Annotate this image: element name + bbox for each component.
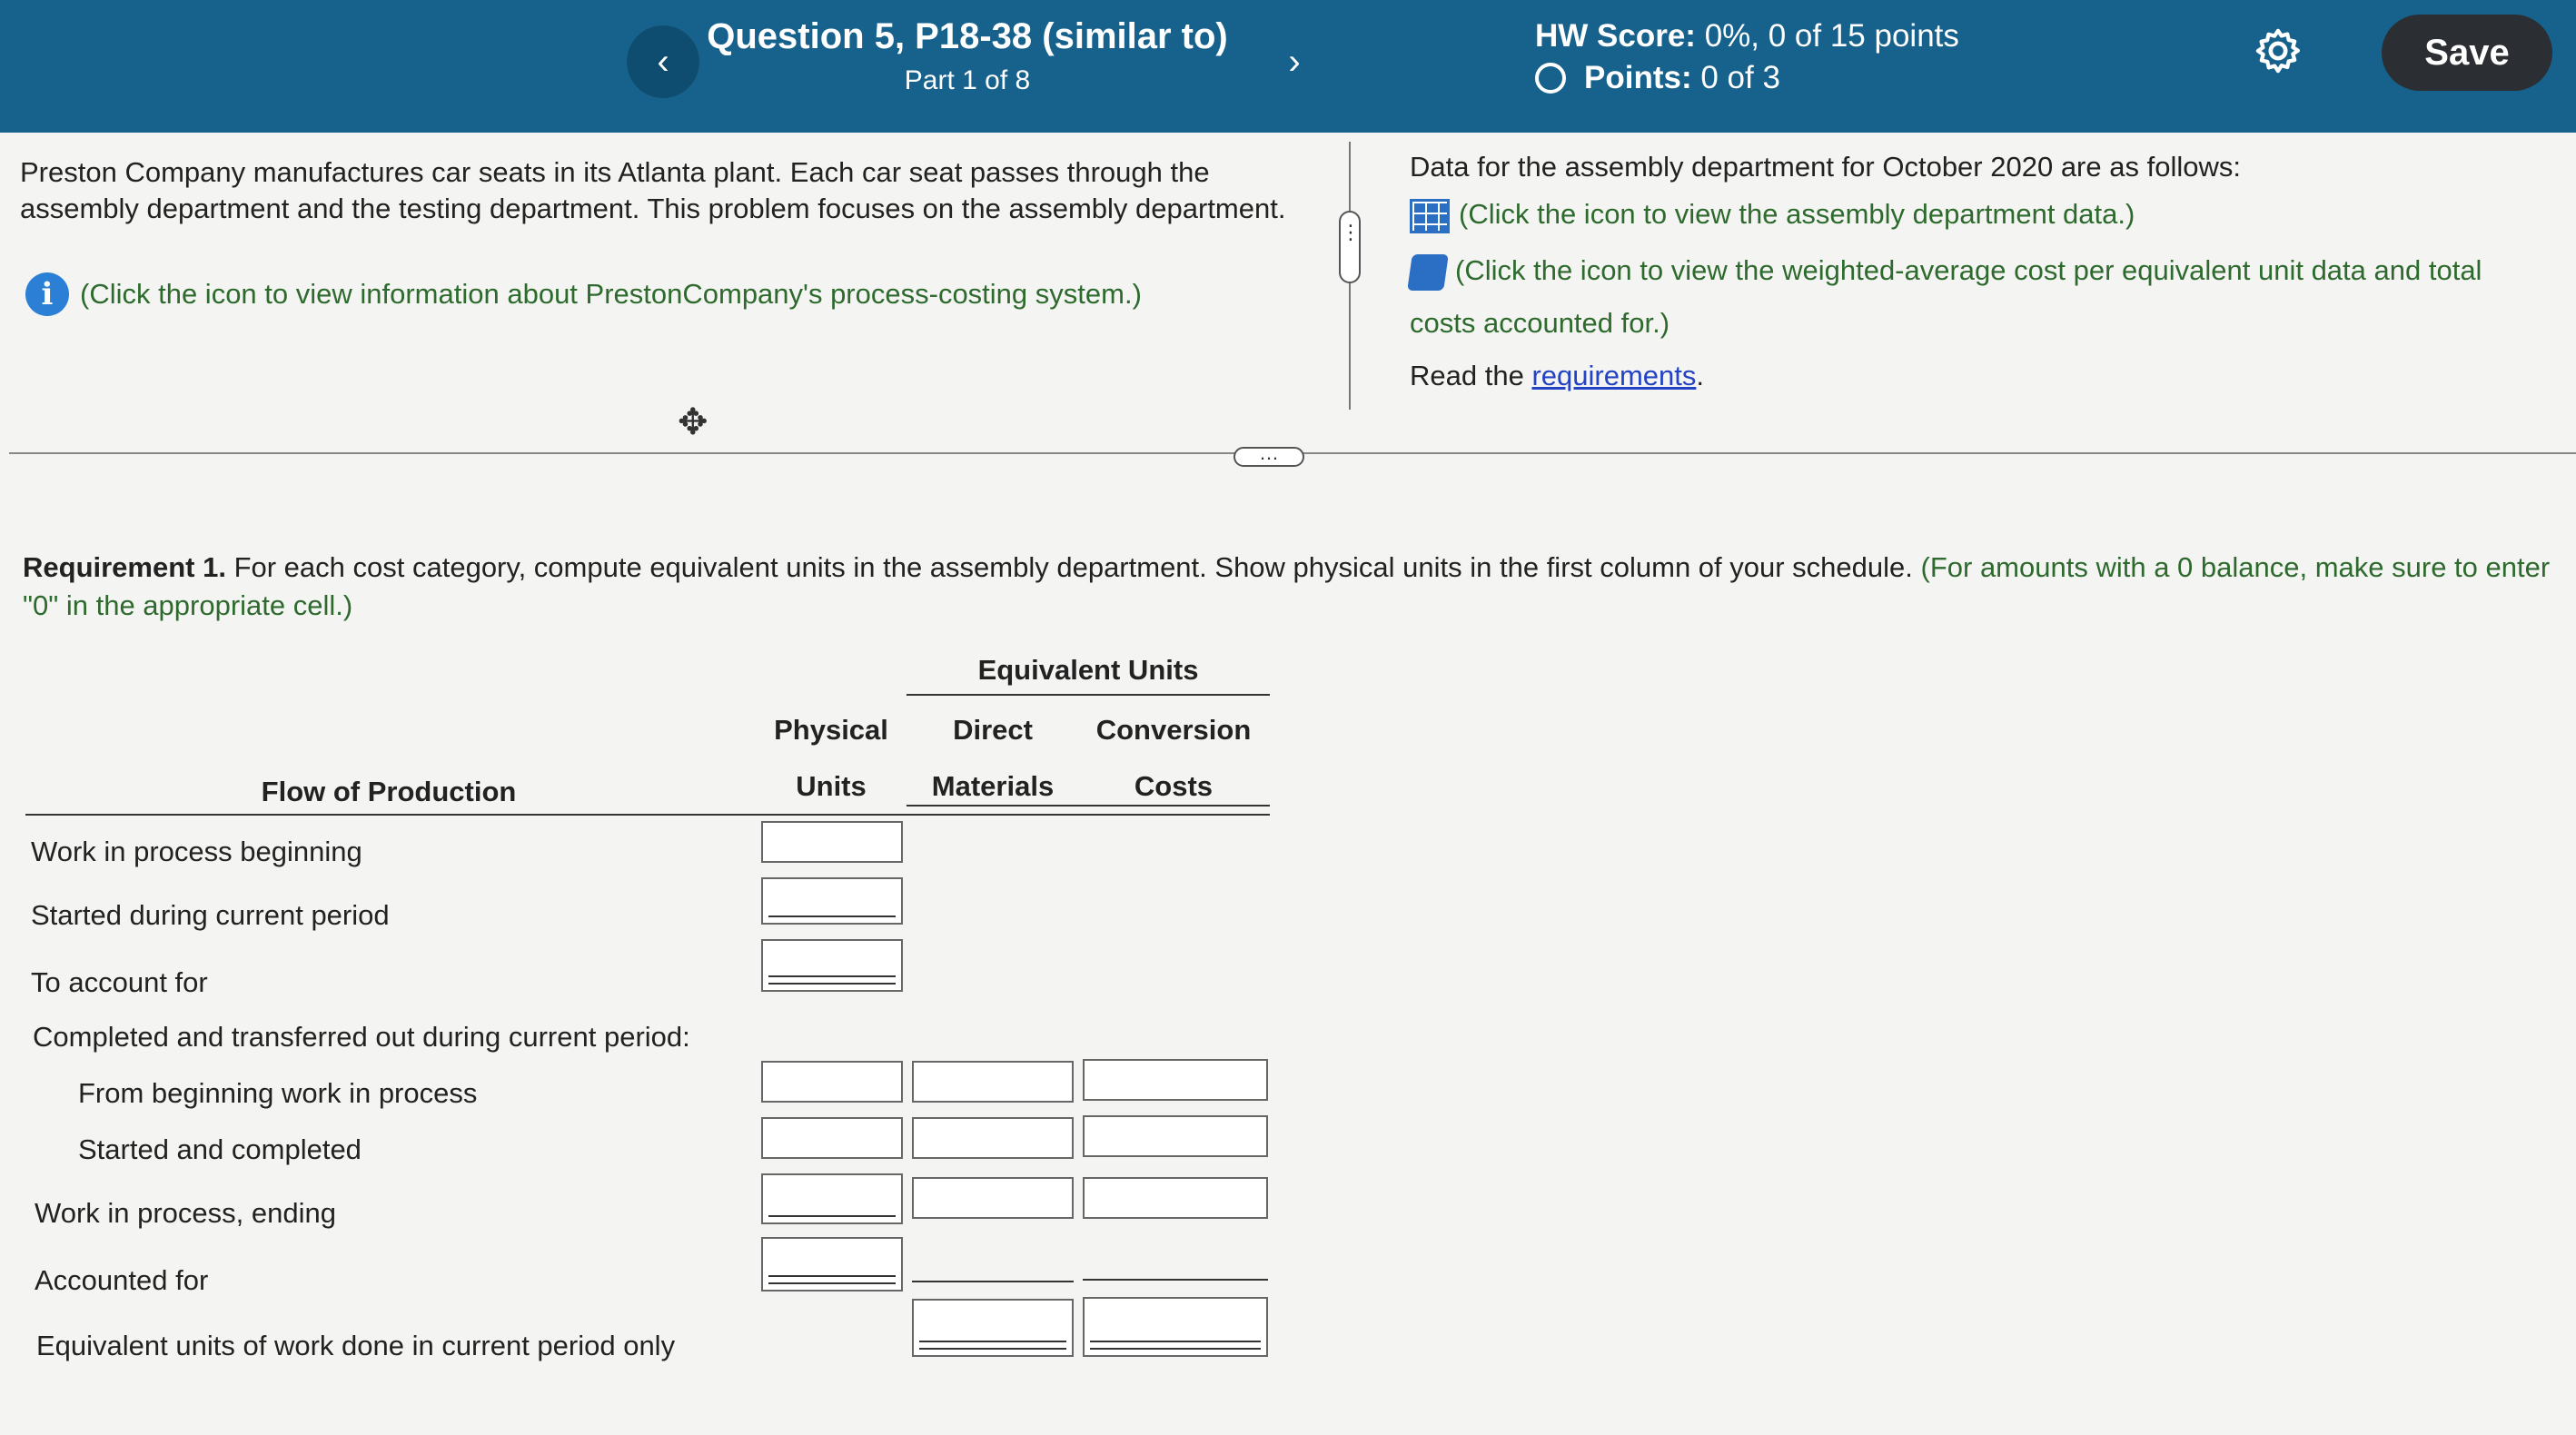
- conversion-costs-accounted-for-line: [1083, 1279, 1268, 1281]
- physical-units-started-completed-input[interactable]: [761, 1117, 903, 1159]
- row-label-started: Started during current period: [31, 899, 390, 931]
- chevron-left-icon: ‹: [657, 41, 669, 82]
- conversion-costs-header-1: Conversion: [1095, 714, 1252, 746]
- direct-materials-started-completed-input[interactable]: [912, 1117, 1074, 1159]
- row-label-wip-ending: Work in process, ending: [35, 1197, 336, 1229]
- top-bar: [0, 0, 2576, 133]
- row-label-equivalent-units: Equivalent units of work done in current period only: [36, 1330, 676, 1361]
- physical-units-header-1: Physical: [774, 714, 888, 746]
- direct-materials-equivalent-units-input[interactable]: [912, 1299, 1074, 1357]
- conversion-costs-wip-ending-input[interactable]: [1083, 1177, 1268, 1219]
- conversion-costs-from-beginning-input[interactable]: [1083, 1059, 1268, 1101]
- equiv-header-underline: [907, 805, 1270, 807]
- physical-units-to-account-for-input[interactable]: [761, 939, 903, 992]
- physical-units-wip-ending-input[interactable]: [761, 1173, 903, 1224]
- row-label-from-beginning-wip: From beginning work in process: [78, 1077, 478, 1109]
- conversion-costs-started-completed-input[interactable]: [1083, 1115, 1268, 1157]
- header-underline: [25, 814, 1270, 816]
- row-label-started-completed: Started and completed: [78, 1133, 362, 1165]
- problem-intro: Preston Company manufactures car seats in its Atlanta plant. Each car seat passes through the assembly department and the testing department. This problem focuses on the assembly department.: [20, 156, 1286, 224]
- save-button[interactable]: Save: [2382, 15, 2552, 91]
- requirements-link[interactable]: requirements: [1531, 360, 1697, 391]
- assembly-data-link[interactable]: (Click the icon to view the assembly department data.): [1410, 196, 2135, 233]
- book-icon[interactable]: [1407, 254, 1449, 291]
- group-header-rule: [907, 694, 1270, 696]
- weighted-average-link-cont[interactable]: costs accounted for.): [1410, 307, 1670, 339]
- physical-units-wip-beginning-input[interactable]: [761, 821, 903, 863]
- flow-of-production-header: Flow of Production: [261, 776, 517, 807]
- question-title: Question 5, P18-38 (similar to): [707, 16, 1228, 56]
- next-question-button[interactable]: [1258, 25, 1331, 98]
- equivalent-units-header: Equivalent Units: [977, 654, 1199, 686]
- conversion-costs-header-2: Costs: [1134, 770, 1214, 802]
- physical-units-from-beginning-input[interactable]: [761, 1061, 903, 1103]
- direct-materials-from-beginning-input[interactable]: [912, 1061, 1074, 1103]
- info-icon[interactable]: i: [25, 272, 69, 316]
- process-costing-info-link[interactable]: i (Click the icon to view information about PrestonCompany's process-costing system.): [25, 272, 1142, 316]
- direct-materials-header-1: Direct: [953, 714, 1033, 746]
- horizontal-resize-handle[interactable]: …: [1234, 447, 1304, 467]
- move-cursor-icon: ✥: [678, 402, 708, 442]
- previous-question-button[interactable]: [627, 25, 699, 98]
- row-label-completed-transferred: Completed and transferred out during current period:: [33, 1021, 690, 1053]
- read-requirements: Read the requirements.: [1410, 360, 1704, 391]
- requirement-text: Requirement 1. For each cost category, compute equivalent units in the assembly department. Show physical units in the first column of your schedule. (For amounts with a 0 balance, make sure to enter "0" in the appropriate cell.): [23, 551, 2551, 621]
- direct-materials-wip-ending-input[interactable]: [912, 1177, 1074, 1219]
- direct-materials-accounted-for-line: [912, 1281, 1074, 1282]
- vertical-resize-handle[interactable]: ⋮: [1339, 211, 1361, 283]
- conversion-costs-equivalent-units-input[interactable]: [1083, 1297, 1268, 1357]
- physical-units-started-input[interactable]: [761, 877, 903, 925]
- part-indicator: Part 1 of 8: [904, 65, 1031, 95]
- row-label-wip-beginning: Work in process beginning: [31, 836, 362, 867]
- hw-score: HW Score: 0%, 0 of 15 points: [1535, 18, 1959, 54]
- chevron-right-icon: ›: [1288, 41, 1301, 82]
- gear-icon[interactable]: [2253, 25, 2304, 76]
- row-label-accounted-for: Accounted for: [35, 1264, 209, 1296]
- weighted-average-link[interactable]: (Click the icon to view the weighted-average cost per equivalent unit data and total: [1410, 252, 2482, 291]
- physical-units-header-2: Units: [796, 770, 867, 802]
- table-grid-icon[interactable]: [1410, 199, 1450, 233]
- data-intro: Data for the assembly department for October 2020 are as follows:: [1410, 151, 2241, 183]
- points: Points: 0 of 3: [1535, 60, 1780, 96]
- status-circle-icon: [1535, 63, 1566, 94]
- direct-materials-header-2: Materials: [931, 770, 1055, 802]
- row-label-to-account-for: To account for: [31, 966, 208, 998]
- physical-units-accounted-for-input[interactable]: [761, 1237, 903, 1292]
